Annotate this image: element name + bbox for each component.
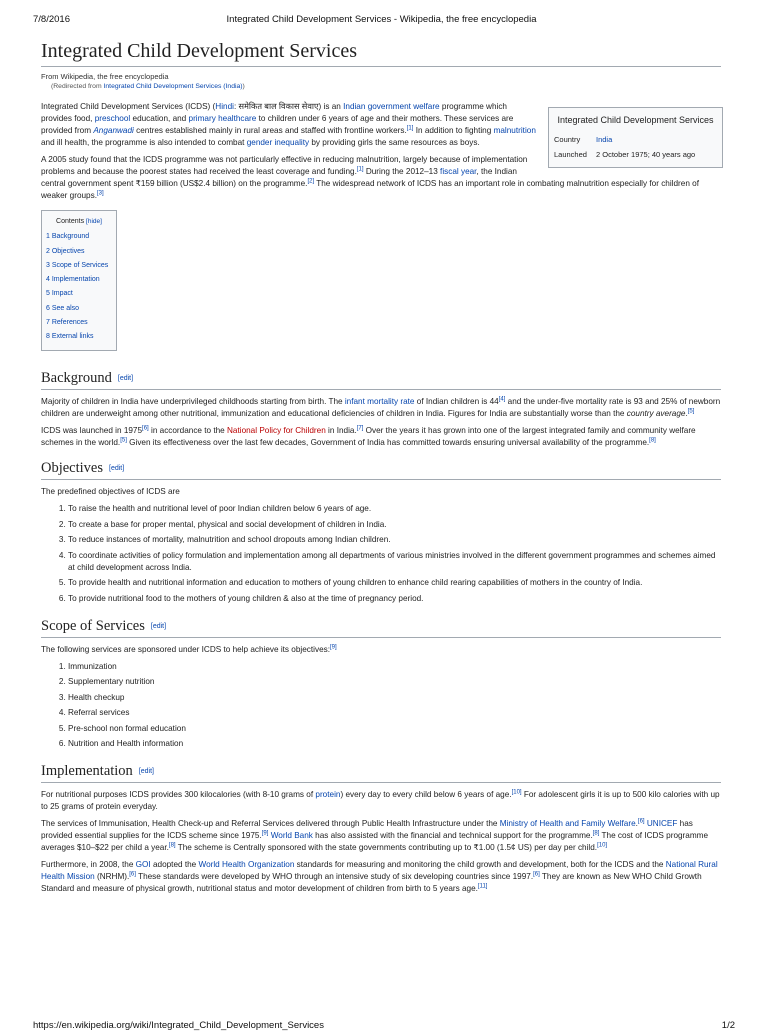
list-item: 1. Immunization <box>68 661 721 673</box>
citation[interactable]: [8] <box>592 830 600 837</box>
citation[interactable]: [9] <box>261 830 269 837</box>
infobox-title: Integrated Child Development Services <box>557 115 714 125</box>
citation[interactable]: [1] <box>356 166 364 173</box>
list-item: 1. To raise the health and nutritional level of poor Indian children below 6 years of age. <box>68 503 721 515</box>
edit-link[interactable]: [edit] <box>117 374 134 382</box>
edit-link[interactable]: [edit] <box>138 768 154 776</box>
list-item: 6. To provide nutritional food to the mothers of young children & also at the time of pregnancy period. <box>68 593 721 605</box>
print-url: https://en.wikipedia.org/wiki/Integrated_Child_Development_Services <box>33 1020 324 1031</box>
edit-link[interactable]: [edit] <box>109 465 125 473</box>
toc-item-scope[interactable]: 3 Scope of Services <box>46 261 109 269</box>
citation[interactable]: [2] <box>307 178 315 185</box>
toc-item-external-links[interactable]: 8 External links <box>46 333 94 341</box>
heading-implementation: Implementation [edit] <box>41 762 721 783</box>
list-item: 5. To provide health and nutritional information and education to mothers of young children to enhance child rearing capabilities of mothers in the country of India. <box>68 577 721 589</box>
infobox-value: 2 October 1975; 40 years ago <box>596 150 696 159</box>
toc-item-background[interactable]: 1 Background <box>46 233 90 241</box>
redirect-note: (Redirected from Integrated Child Development Services (India)) <box>51 83 245 90</box>
toc-list <box>46 230 112 344</box>
nrhm-link[interactable]: National Rural Health Mission <box>41 860 718 882</box>
gender-inequality-link[interactable]: gender inequality <box>246 138 310 147</box>
citation[interactable]: [6] <box>533 871 540 878</box>
background-paragraph-1: Majority of children in India have underprivileged childhoods starting from birth. The infant mortality rate of Indian children is 44[4] and the under-five mortality rate is 93 and 25% of newborn children are underweight among other nutritional, immunization and educational deficiencies of children in India. Figures for India are substantially worse than the country average.[5] <box>41 396 721 418</box>
who-link[interactable]: World Health Organization <box>198 860 295 870</box>
scope-intro: The following services are sponsored under ICDS to help achieve its objectives:[9] <box>41 643 337 654</box>
toc-item-objectives[interactable]: 2 Objectives <box>46 247 85 255</box>
unicef-link[interactable]: UNICEF <box>646 819 678 829</box>
primary-healthcare-link[interactable]: primary healthcare <box>188 114 257 123</box>
print-page-title: Integrated Child Development Services - Wikipedia, the free encyclopedia <box>226 14 537 25</box>
toc-item-references[interactable]: 7 References <box>46 319 88 327</box>
toc-title: Contents [hide] <box>56 218 102 225</box>
page-title: Integrated Child Development Services <box>41 38 721 67</box>
background-paragraph-2: ICDS was launched in 1975[6] in accordance to the National Policy for Children in India.[7] Over the years it has grown into one of the largest integrated family and community welfare schemes in the world.[5] Given its effectiveness over the last few decades, Government of India has committed towards ensuring universal availability of the programme.[8] <box>41 425 696 447</box>
toc-item-impact[interactable]: 5 Impact <box>46 290 73 298</box>
anganwadi-link[interactable]: Anganwadi <box>93 126 134 135</box>
citation[interactable]: [8] <box>168 842 176 849</box>
world-bank-link[interactable]: World Bank <box>270 831 313 841</box>
heading-scope: Scope of Services [edit] <box>41 617 721 638</box>
infobox-table <box>554 132 717 162</box>
intro-paragraph-2: A 2005 study found that the ICDS programme was not particularly effective in reducing malnutrition, largely because of implementation problems and because the poorest states had received the least coverage and funding.[1] During the 2012–13 fiscal year, the Indian central government spent ₹159 billion (US$2.4 billion) on the programme.[2] The widespread network of ICDS has an important role in combating malnutrition especially for children of weaker groups.[3] <box>41 155 699 200</box>
redirect-link[interactable]: Integrated Child Development Services (India) <box>103 83 243 90</box>
edit-link[interactable]: [edit] <box>150 622 167 630</box>
indian-government-link[interactable]: Indian government <box>343 102 411 111</box>
citation[interactable]: [10] <box>511 789 522 796</box>
heading-background: Background [edit] <box>41 369 721 390</box>
infant-mortality-link[interactable]: infant mortality rate <box>344 396 415 406</box>
infobox-country-link[interactable]: India <box>596 135 613 144</box>
citation[interactable]: [5] <box>687 408 695 415</box>
list-item: 3. To reduce instances of mortality, malnutrition and school dropouts among Indian children. <box>68 534 721 546</box>
fiscal-year-link[interactable]: fiscal year <box>440 167 477 176</box>
page-number: 1/2 <box>721 1020 735 1031</box>
list-item: 4. Referral services <box>68 707 721 719</box>
infobox <box>548 107 723 168</box>
intro-paragraph-1: Integrated Child Development Services (ICDS) (Hindi: समेकित बाल विकास सेवाए) is an Indian government welfare programme which provides food, preschool education, and primary healthcare to children under 6 years of age and their mothers. These services are provided from Anganwadi centres established mainly in rural areas and staffed with frontline workers.[1] In addition to fighting malnutrition and ill health, the programme is also intended to combat gender inequality by providing girls the same resources as boys. <box>41 102 536 147</box>
infobox-row <box>554 132 717 147</box>
list-item: 2. Supplementary nutrition <box>68 676 721 688</box>
citation[interactable]: [6] <box>637 818 645 825</box>
ministry-health-link[interactable]: Ministry of Health and Family Welfare <box>499 819 636 829</box>
objectives-list <box>41 503 721 605</box>
citation[interactable]: [9] <box>330 643 337 650</box>
citation[interactable]: [6] <box>129 871 136 878</box>
toc-item-implementation[interactable]: 4 Implementation <box>46 276 100 284</box>
toc-hide-link[interactable]: [hide] <box>86 218 102 225</box>
goi-link[interactable]: GOI <box>135 860 151 870</box>
scope-list <box>41 661 721 751</box>
table-of-contents <box>41 210 117 351</box>
malnutrition-link[interactable]: malnutrition <box>493 126 536 135</box>
site-sub: From Wikipedia, the free encyclopedia <box>41 72 169 81</box>
hindi-link[interactable]: Hindi <box>215 102 234 111</box>
list-item: 4. To coordinate activities of policy formulation and implementation among all departments of various ministries involved in the different government programmes and schemes aimed at child development across India. <box>68 550 721 574</box>
citation[interactable]: [5] <box>120 437 127 444</box>
heading-objectives: Objectives [edit] <box>41 459 721 480</box>
implementation-paragraph-2: The services of Immunisation, Health Check-up and Referral Services delivered through Public Health Infrastructure under the Ministry of Health and Family Welfare.[6] UNICEF has provided essential supplies for the ICDS scheme since 1975.[9] World Bank has also assisted with the financial and technical support for the programme.[8] The cost of ICDS programme averages $10–$22 per child a year.[8] The scheme is Centrally sponsored with the state governments contributing up to ₹1.00 (1.5¢ US) per day per child.[10] <box>41 818 709 853</box>
objectives-intro: The predefined objectives of ICDS are <box>41 487 180 497</box>
list-item: 6. Nutrition and Health information <box>68 738 721 750</box>
infobox-key: Country <box>554 135 581 144</box>
implementation-paragraph-1: For nutritional purposes ICDS provides 300 kilocalories (with 8-10 grams of protein) every day to every child below 6 years of age.[10] For adolescent girls it is up to 500 kilo calories with up to 25 grams of protein everyday. <box>41 789 720 812</box>
citation[interactable]: [3] <box>96 190 104 197</box>
infobox-row <box>554 147 717 162</box>
citation[interactable]: [7] <box>356 425 364 432</box>
preschool-link[interactable]: preschool <box>94 114 131 123</box>
list-item: 3. Health checkup <box>68 692 721 704</box>
citation[interactable]: [11] <box>477 883 488 890</box>
article-content <box>41 38 721 900</box>
citation[interactable]: [10] <box>597 842 608 849</box>
citation[interactable]: [4] <box>498 396 506 403</box>
toc-item-see-also[interactable]: 6 See also <box>46 304 80 312</box>
list-item: 5. Pre-school non formal education <box>68 723 721 735</box>
national-policy-redlink[interactable]: National Policy for Children <box>227 425 326 435</box>
implementation-paragraph-3: Furthermore, in 2008, the GOI adopted the World Health Organization standards for measuring and monitoring the child growth and development, both for the ICDS and the National Rural Health Mission (NRHM).[6] These standards were developed by WHO through an intensive study of six developing countries since 1997.[6] They are known as New WHO Child Growth Standard and measure of physical growth, nutritional status and motor development of children from birth to 5 years age.[11] <box>41 860 718 894</box>
citation[interactable]: [1] <box>406 125 414 132</box>
welfare-link[interactable]: welfare <box>413 102 440 111</box>
protein-link[interactable]: protein <box>315 790 341 800</box>
print-date: 7/8/2016 <box>33 14 70 25</box>
citation[interactable]: [8] <box>649 437 656 444</box>
list-item: 2. To create a base for proper mental, physical and social development of children in India. <box>68 519 721 531</box>
infobox-key: Launched <box>554 150 587 159</box>
citation[interactable]: [6] <box>142 425 149 432</box>
